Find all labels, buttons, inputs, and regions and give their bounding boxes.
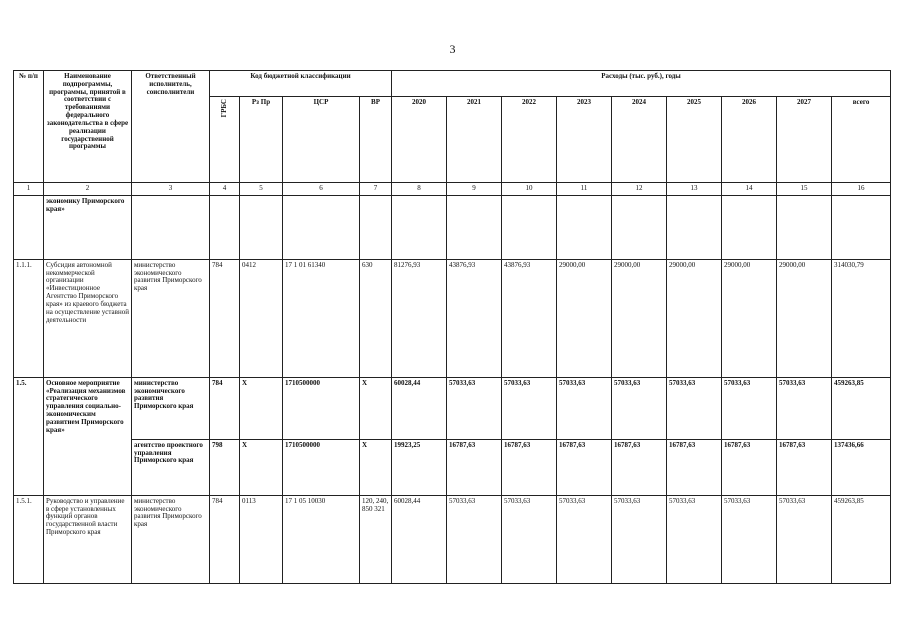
header-year-2025: 2025	[667, 97, 722, 183]
header-expenses: Расходы (тыс. руб.), годы	[392, 71, 891, 97]
cell-rzpr: 0412	[240, 259, 283, 377]
row-responsible: министерство экономического развития Приморского края	[132, 495, 210, 583]
header-responsible: Ответственный исполнитель, соисполнители	[132, 71, 210, 183]
index-cell: 13	[667, 183, 722, 196]
index-cell: 5	[240, 183, 283, 196]
cell-csr: 1710500000	[283, 377, 360, 439]
header-year-2021: 2021	[447, 97, 502, 183]
cell-grbs: 798	[210, 439, 240, 495]
cell-grbs: 784	[210, 377, 240, 439]
row-name: Основное мероприятие «Реализация механизмов стратегического управления социально-экономическим развитием Приморского края»	[44, 377, 132, 495]
cell-2026: 57033,63	[722, 377, 777, 439]
index-cell: 11	[557, 183, 612, 196]
index-cell: 2	[44, 183, 132, 196]
cell-2022: 43876,93	[502, 259, 557, 377]
cell-2022: 57033,63	[502, 495, 557, 583]
cell-csr: 17 1 05 10030	[283, 495, 360, 583]
header-year-2023: 2023	[557, 97, 612, 183]
cell-2027: 57033,63	[777, 377, 832, 439]
index-cell: 15	[777, 183, 832, 196]
cell-rzpr: 0113	[240, 495, 283, 583]
index-cell: 1	[14, 183, 44, 196]
header-rzpr: Рз Пр	[240, 97, 283, 183]
cell-2023: 29000,00	[557, 259, 612, 377]
index-cell: 7	[360, 183, 392, 196]
cell-2023: 16787,63	[557, 439, 612, 495]
header-vr: ВР	[360, 97, 392, 183]
cell-2027: 16787,63	[777, 439, 832, 495]
cell-2026: 57033,63	[722, 495, 777, 583]
cell-2026: 16787,63	[722, 439, 777, 495]
header-grbs-cell	[210, 97, 240, 183]
cell-grbs: 784	[210, 259, 240, 377]
index-cell: 9	[447, 183, 502, 196]
cell-2025: 57033,63	[667, 495, 722, 583]
cell-rzpr: X	[240, 377, 283, 439]
index-cell: 16	[832, 183, 891, 196]
row-number: 1.5.	[14, 377, 44, 495]
header-total: всего	[832, 97, 891, 183]
cell-2022: 16787,63	[502, 439, 557, 495]
row-responsible: министерство экономического развития Приморского края	[132, 259, 210, 377]
index-cell: 6	[283, 183, 360, 196]
table-row-continuation	[14, 195, 891, 259]
table-row-1-5-b	[14, 439, 891, 495]
cell-2027: 57033,63	[777, 495, 832, 583]
header-grbs: ГРБС	[219, 99, 228, 118]
index-cell: 12	[612, 183, 667, 196]
cell-2024: 57033,63	[612, 495, 667, 583]
row-responsible: министерство экономического развития Приморского края	[132, 377, 210, 439]
header-year-2022: 2022	[502, 97, 557, 183]
cell-total: 459263,85	[832, 377, 891, 439]
header-year-2026: 2026	[722, 97, 777, 183]
cell-2021: 43876,93	[447, 259, 502, 377]
row-responsible: агентство проектного управления Приморского края	[132, 439, 210, 495]
header-year-2024: 2024	[612, 97, 667, 183]
cell-2022: 57033,63	[502, 377, 557, 439]
index-cell: 10	[502, 183, 557, 196]
cell-2026: 29000,00	[722, 259, 777, 377]
continuation-name: экономику Приморского края»	[44, 195, 132, 259]
cell-vr: X	[360, 377, 392, 439]
table-row-1-5-a	[14, 377, 891, 439]
page-number: 3	[449, 42, 456, 56]
index-cell: 14	[722, 183, 777, 196]
row-name: Субсидия автономной некоммерческой организации «Инвестиционное Агентство Приморского края» из краевого бюджета на осуществление уставной деятельности	[44, 259, 132, 377]
cell-total: 137436,66	[832, 439, 891, 495]
header-year-2020: 2020	[392, 97, 447, 183]
row-number: 1.5.1.	[14, 495, 44, 583]
cell-2024: 29000,00	[612, 259, 667, 377]
cell-2020: 19923,25	[392, 439, 447, 495]
cell-2020: 60028,44	[392, 377, 447, 439]
cell-csr: 17 1 01 61340	[283, 259, 360, 377]
cell-2021: 57033,63	[447, 495, 502, 583]
cell-2020: 81276,93	[392, 259, 447, 377]
cell-2024: 57033,63	[612, 377, 667, 439]
cell-vr: X	[360, 439, 392, 495]
cell-grbs: 784	[210, 495, 240, 583]
cell-vr: 120, 240, 850 321	[360, 495, 392, 583]
cell-2023: 57033,63	[557, 377, 612, 439]
cell-2025: 29000,00	[667, 259, 722, 377]
header-name: Наименование подпрограммы, программы, принятой в соответствии с требованиями федерального законодательства в сфере реализации государственной программы	[44, 71, 132, 183]
header-csr: ЦСР	[283, 97, 360, 183]
index-cell: 4	[210, 183, 240, 196]
row-name: Руководство и управление в сфере установленных функций органов государственной власти Приморского края	[44, 495, 132, 583]
cell-2020: 60028,44	[392, 495, 447, 583]
cell-total: 459263,85	[832, 495, 891, 583]
cell-csr: 1710500000	[283, 439, 360, 495]
header-year-2027: 2027	[777, 97, 832, 183]
cell-2023: 57033,63	[557, 495, 612, 583]
row-number: 1.1.1.	[14, 259, 44, 377]
index-cell: 3	[132, 183, 210, 196]
table-row-1-5-1	[14, 495, 891, 583]
cell-2025: 16787,63	[667, 439, 722, 495]
index-cell: 8	[392, 183, 447, 196]
budget-table	[13, 70, 891, 584]
cell-2024: 16787,63	[612, 439, 667, 495]
cell-vr: 630	[360, 259, 392, 377]
cell-2025: 57033,63	[667, 377, 722, 439]
cell-rzpr: X	[240, 439, 283, 495]
header-budget-code: Код бюджетной классификации	[210, 71, 392, 97]
cell-2021: 57033,63	[447, 377, 502, 439]
header-num: № п/п	[14, 71, 44, 183]
cell-total: 314030,79	[832, 259, 891, 377]
table-row-1-1-1	[14, 259, 891, 377]
cell-2021: 16787,63	[447, 439, 502, 495]
cell-2027: 29000,00	[777, 259, 832, 377]
